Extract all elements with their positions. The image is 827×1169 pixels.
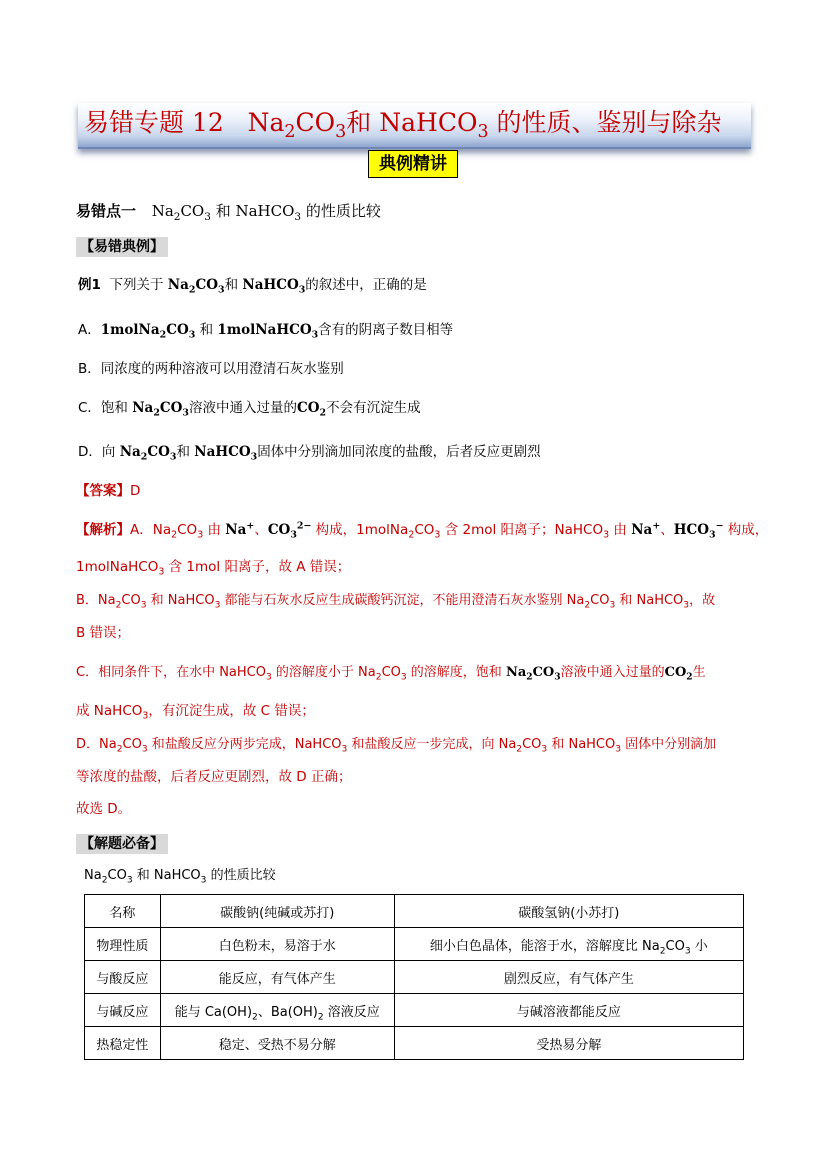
table-row [85,1027,744,1060]
table-cell: 名称 [85,895,161,928]
option-b: B．同浓度的两种溶液可以用澄清石灰水鉴别 [78,361,344,377]
example-tag: 【易错典例】 [76,237,168,257]
table-cell: 能与 $Ca(OH)_2$、$Ba(OH)_2$ 溶液反应 [160,994,394,1027]
analysis-line-2: 1molNaHCO$_3$ 含 1mol 阳离子，故 A 错误； [76,559,351,578]
page-title: 易错专题 12 $Na_2CO_3$和 NaHCO$_3$ 的性质、鉴别与除杂 [84,108,722,142]
table-row [85,928,744,961]
solve-tag: 【解题必备】 [76,834,168,854]
table-cell: 热稳定性 [85,1027,161,1060]
table-row [85,961,744,994]
table-cell: 与碱反应 [85,994,161,1027]
option-d: D．向 $Na_2CO_3$和 NaHCO$_3$固体中分别滴加同浓度的盐酸，后者反应更剧烈 [78,444,541,463]
analysis-line-7: D．$Na_2CO_3$ 和盐酸反应分两步完成，NaHCO$_3$ 和盐酸反应一步完成，向 $Na_2CO_3$ 和 NaHCO$_3$ 固体中分别滴加 [76,737,717,755]
table-caption: $Na_2CO_3$ 和 NaHCO$_3$ 的性质比较 [84,868,276,886]
table-cell: 碳酸钠(纯碱或苏打) [160,895,394,928]
table-cell: 细小白色晶体，能溶于水，溶解度比 $Na_2CO_3$ 小 [394,928,743,961]
analysis-line-5: C．相同条件下，在水中 NaHCO$_3$ 的溶解度小于 $Na_2CO_3$ 的溶解度，饱和 $Na_2CO_3$溶液中通入过量的$CO_2$生 [76,665,706,683]
analysis-line-9: 故选 D。 [76,801,132,817]
properties-table [84,894,744,1060]
table-cell: 物理性质 [85,928,161,961]
table-cell: 白色粉末，易溶于水 [160,928,394,961]
analysis-line-3: B．$Na_2CO_3$ 和 NaHCO$_3$ 都能与石灰水反应生成碳酸钙沉淀，不能用澄清石灰水鉴别 $Na_2CO_3$ 和 NaHCO$_3$，故 [76,593,716,611]
table-cell: 与酸反应 [85,961,161,994]
answer: 【答案】D [76,483,141,499]
analysis-line-4: B 错误； [76,625,131,641]
table-cell: 能反应，有气体产生 [160,961,394,994]
question-stem: 例1 下列关于 $Na_2CO_3$和 NaHCO$_3$的叙述中，正确的是 [78,277,427,296]
analysis-line-1: 【解析】A．$Na_2CO_3$ 由 Na+、$CO_3^{2-}$ 构成，$1molNa_2CO_3$ 含 2mol 阳离子；NaHCO$_3$ 由 Na+、$HCO_3^-$ 构成， [76,520,769,541]
section-badge: 典例精讲 [368,150,458,178]
option-c: C．饱和 $Na_2CO_3$溶液中通入过量的$CO_2$不会有沉淀生成 [78,400,421,419]
table-cell: 碳酸氢钠(小苏打) [394,895,743,928]
table-row [85,895,744,928]
analysis-line-6: 成 NaHCO$_3$，有沉淀生成，故 C 错误； [76,703,315,722]
section-heading: 易错点一 $Na_2CO_3$ 和 NaHCO$_3$ 的性质比较 [76,202,381,223]
option-a: A．$1molNa_2CO_3$ 和 1molNaHCO$_3$含有的阴离子数目相等 [78,322,454,341]
table-row [85,994,744,1027]
table-cell: 与碱溶液都能反应 [394,994,743,1027]
analysis-line-8: 等浓度的盐酸，后者反应更剧烈，故 D 正确； [76,769,352,785]
table-cell: 稳定、受热不易分解 [160,1027,394,1060]
table-cell: 剧烈反应，有气体产生 [394,961,743,994]
table-cell: 受热易分解 [394,1027,743,1060]
